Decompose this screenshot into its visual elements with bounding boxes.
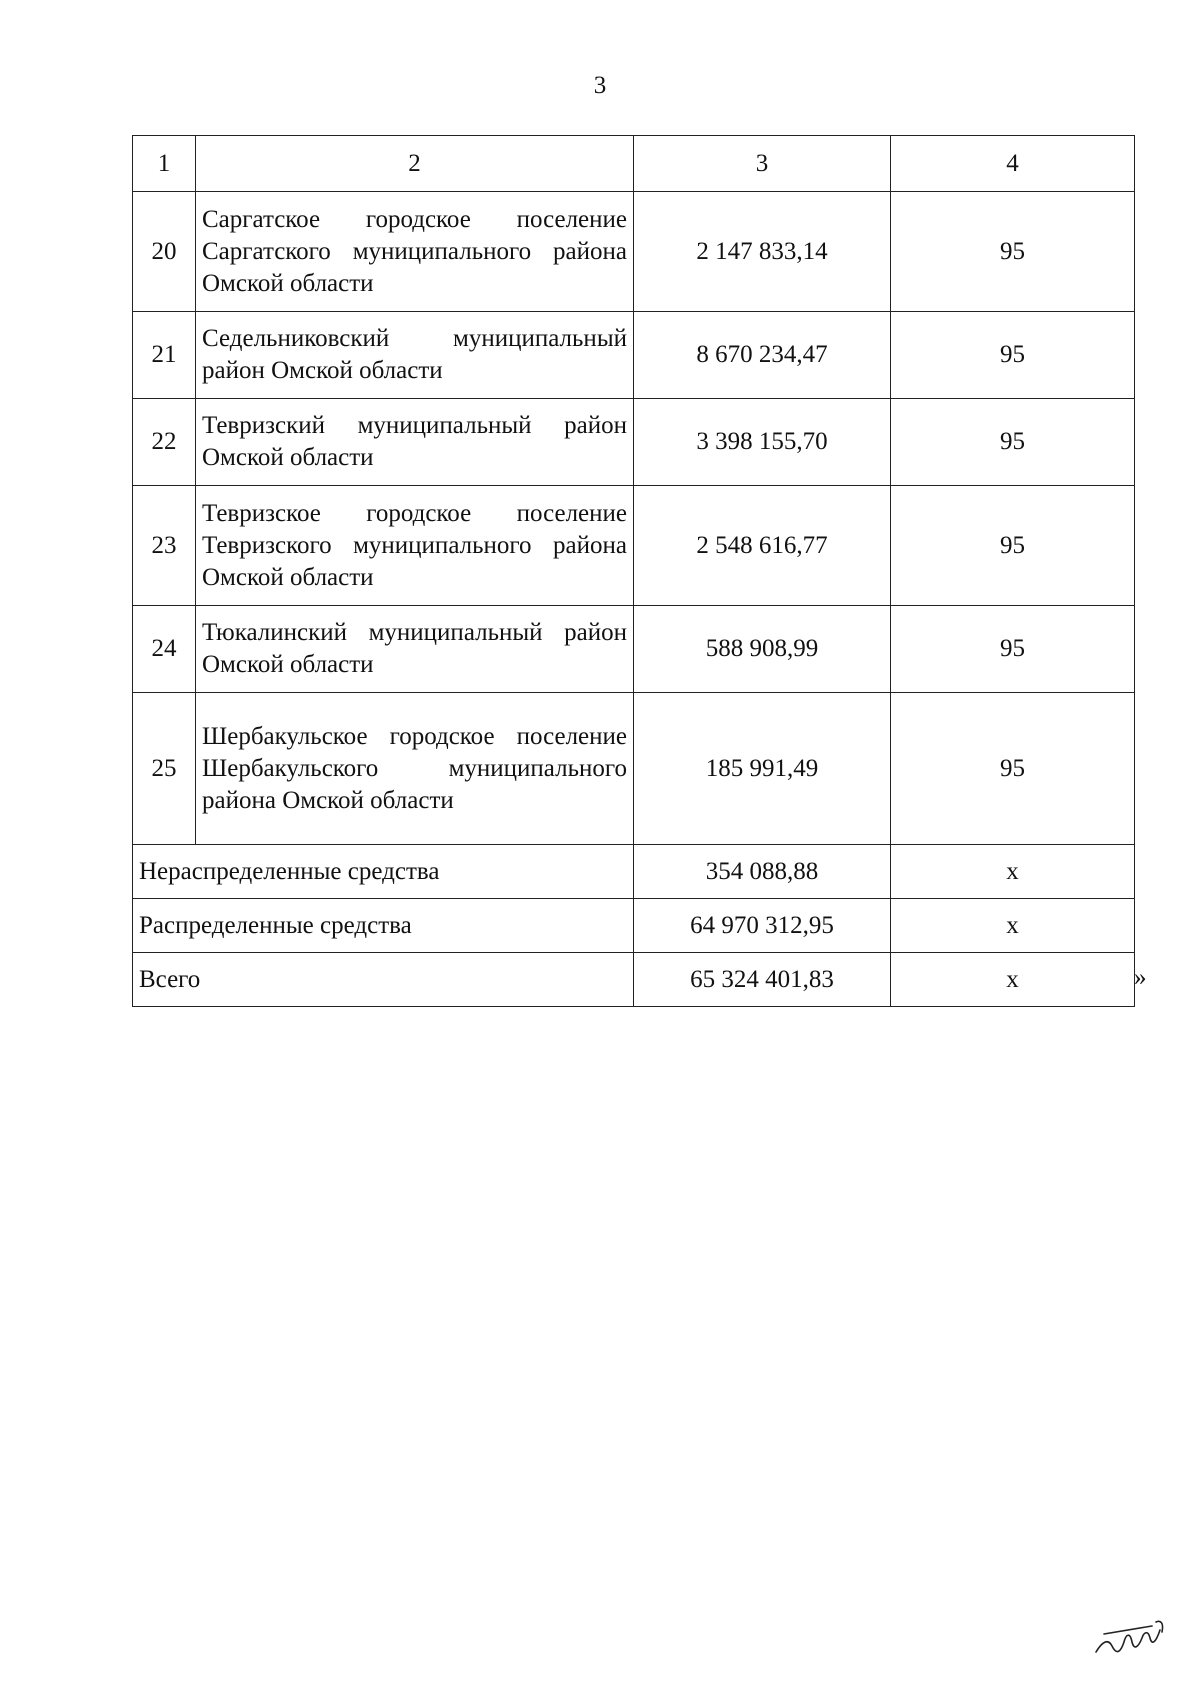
- row-number: 21: [133, 312, 196, 399]
- percent-cell: 95: [891, 606, 1135, 693]
- summary-amount: 354 088,88: [634, 845, 891, 899]
- row-number: 24: [133, 606, 196, 693]
- municipality-name: [196, 606, 634, 693]
- amount-cell: 185 991,49: [634, 693, 891, 845]
- municipality-name-text: Тевризское городское поселение Тевризского муниципального района Омской области: [202, 499, 627, 591]
- summary-row-distributed: [133, 899, 1135, 953]
- municipality-name: [196, 192, 634, 312]
- municipality-name-text: Седельниковский муниципальный район Омской области: [202, 325, 627, 384]
- percent-cell: 95: [891, 486, 1135, 606]
- municipality-name: [196, 486, 634, 606]
- row-number: 23: [133, 486, 196, 606]
- municipality-name-text: Саргатское городское поселение Саргатского муниципального района Омской области: [202, 205, 627, 297]
- percent-cell: 95: [891, 192, 1135, 312]
- header-cell-4: 4: [891, 136, 1135, 192]
- percent-cell: 95: [891, 312, 1135, 399]
- table-row: [133, 312, 1135, 399]
- table-row: [133, 192, 1135, 312]
- summary-percent: х: [891, 899, 1135, 953]
- table-row: [133, 399, 1135, 486]
- municipality-name-text: Шербакульское городское поселение Шербакульского муниципального района Омской области: [202, 722, 627, 814]
- header-cell-1: 1: [133, 136, 196, 192]
- summary-percent: х: [891, 845, 1135, 899]
- summary-row-undistributed: [133, 845, 1135, 899]
- amount-cell: 8 670 234,47: [634, 312, 891, 399]
- municipality-name: [196, 693, 634, 845]
- summary-amount: 65 324 401,83: [634, 953, 891, 1007]
- table-row: [133, 486, 1135, 606]
- percent-cell: 95: [891, 693, 1135, 845]
- summary-amount: 64 970 312,95: [634, 899, 891, 953]
- row-number: 25: [133, 693, 196, 845]
- summary-label: Распределенные средства: [133, 899, 634, 953]
- amount-cell: 2 548 616,77: [634, 486, 891, 606]
- table-header-row: [133, 136, 1135, 192]
- municipality-name: [196, 312, 634, 399]
- amount-cell: 588 908,99: [634, 606, 891, 693]
- header-cell-2: 2: [196, 136, 634, 192]
- page-number: 3: [593, 72, 607, 99]
- municipality-name-text: Тевризский муниципальный район Омской области: [202, 412, 627, 471]
- table-row: [133, 693, 1135, 845]
- closing-quote: »: [1134, 964, 1147, 991]
- allocation-table: [132, 135, 1135, 1007]
- row-number: 22: [133, 399, 196, 486]
- summary-row-total: [133, 953, 1135, 1007]
- percent-cell: 95: [891, 399, 1135, 486]
- summary-label: Всего: [133, 953, 634, 1007]
- table-row: [133, 606, 1135, 693]
- municipality-name-text: Тюкалинский муниципальный район Омской области: [202, 619, 627, 678]
- row-number: 20: [133, 192, 196, 312]
- summary-percent: х: [891, 953, 1135, 1007]
- header-cell-3: 3: [634, 136, 891, 192]
- amount-cell: 3 398 155,70: [634, 399, 891, 486]
- summary-label: Нераспределенные средства: [133, 845, 634, 899]
- amount-cell: 2 147 833,14: [634, 192, 891, 312]
- municipality-name: [196, 399, 634, 486]
- signature-icon: [1090, 1612, 1170, 1662]
